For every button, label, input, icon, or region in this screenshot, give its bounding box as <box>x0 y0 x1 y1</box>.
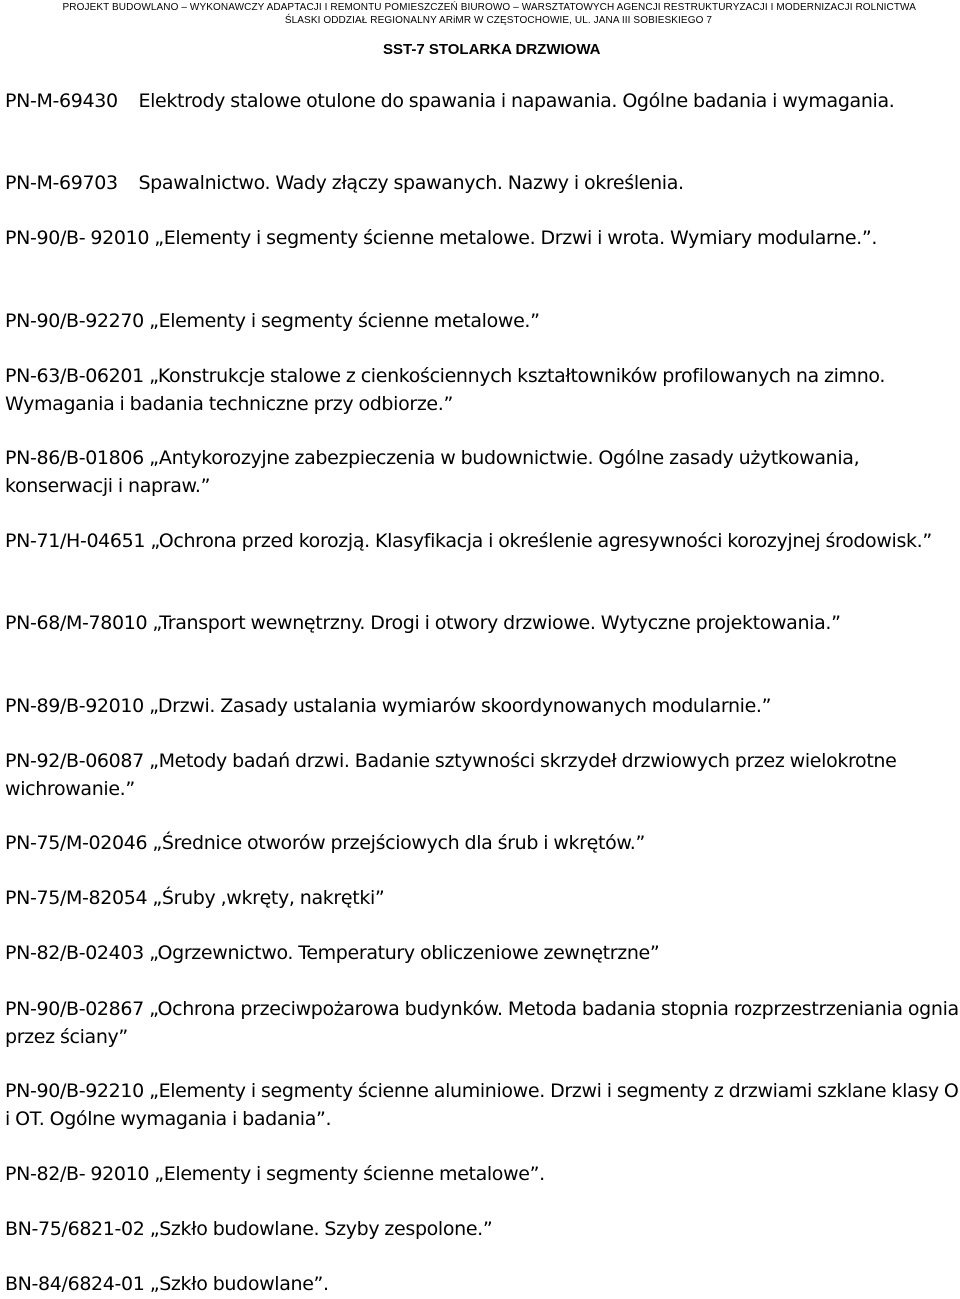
header-project-line: PROJEKT BUDOWLANO – WYKONAWCZY ADAPTACJI I REMONTU POMIESZCZEŃ BIUROWO – WARSZTATOWYCH AGENCJI RESTRUKTURYZACJI I MODERNIZACJI ROLNICTWA <box>62 2 916 13</box>
standard-entry: PN-71/H-04651 „Ochrona przed korozją. Klasyfikacja i określenie agresywności korozyjnej środowisk.” <box>5 530 932 552</box>
standard-entry: PN-90/B-92270 „Elementy i segmenty ścienne metalowe.” <box>5 310 540 332</box>
standard-entry: PN-90/B-92210 „Elementy i segmenty ścienne aluminiowe. Drzwi i segmenty z drzwiami szklane klasy O i OT. Ogólne wymagania i badania”. <box>5 1080 959 1130</box>
standard-entry: PN-75/M-02046 „Średnice otworów przejściowych dla śrub i wkrętów.” <box>5 832 645 854</box>
standard-entry: BN-75/6821-02 „Szkło budowlane. Szyby zespolone.” <box>5 1218 493 1240</box>
header-address-line: ŚLASKI ODDZIAŁ REGIONALNY ARiMR W CZĘSTOCHOWIE, UL. JANA III SOBIESKIEGO 7 <box>284 15 712 26</box>
standard-entry: PN-68/M-78010 „Transport wewnętrzny. Drogi i otwory drzwiowe. Wytyczne projektowania.” <box>5 612 841 634</box>
standard-entry: PN-92/B-06087 „Metody badań drzwi. Badanie sztywności skrzydeł drzwiowych przez wielokrotne wichrowanie.” <box>5 750 902 800</box>
section-title: SST-7 STOLARKA DRZWIOWA <box>383 41 601 58</box>
standard-entry: PN-M-69703 Spawalnictwo. Wady złączy spawanych. Nazwy i określenia. <box>5 172 684 194</box>
standard-entry: PN-90/B- 92010 „Elementy i segmenty ścienne metalowe. Drzwi i wrota. Wymiary modularne.”. <box>5 227 878 249</box>
standard-entry: PN-63/B-06201 „Konstrukcje stalowe z cienkościennych kształtowników profilowanych na zimno. Wymagania i badania techniczne przy odbiorze.” <box>5 365 891 415</box>
standard-entry: PN-82/B- 92010 „Elementy i segmenty ścienne metalowe”. <box>5 1163 545 1185</box>
standard-entry: PN-M-69430 Elektrody stalowe otulone do spawania i napawania. Ogólne badania i wymagania. <box>5 90 895 112</box>
standard-entry: PN-90/B-02867 „Ochrona przeciwpożarowa budynków. Metoda badania stopnia rozprzestrzeniania ognia przez ściany” <box>5 998 959 1048</box>
standard-entry: PN-75/M-82054 „Śruby ,wkręty, nakrętki” <box>5 887 385 909</box>
standard-entry: BN-84/6824-01 „Szkło budowlane”. <box>5 1273 329 1295</box>
standard-entry: PN-89/B-92010 „Drzwi. Zasady ustalania wymiarów skoordynowanych modularnie.” <box>5 695 772 717</box>
standard-entry: PN-82/B-02403 „Ogrzewnictwo. Temperatury obliczeniowe zewnętrzne” <box>5 942 660 964</box>
standard-entry: PN-86/B-01806 „Antykorozyjne zabezpieczenia w budownictwie. Ogólne zasady użytkowania, konserwacji i napraw.” <box>5 447 865 497</box>
